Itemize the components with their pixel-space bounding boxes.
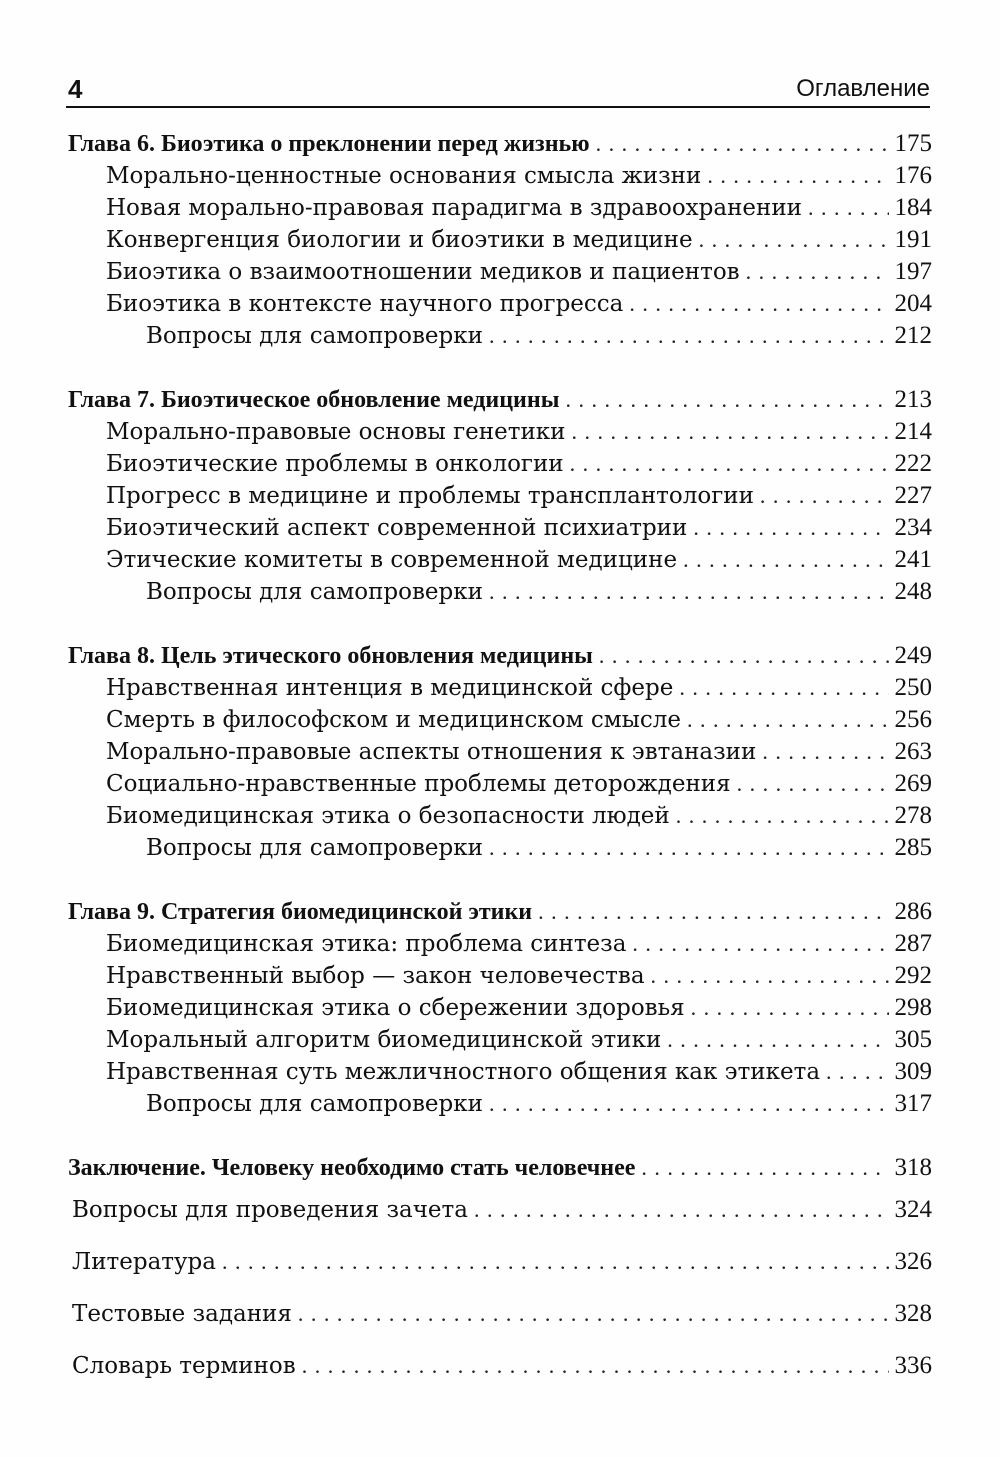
toc-back-matter-item[interactable] xyxy=(66,1184,932,1236)
leader-dots xyxy=(808,192,889,224)
leader-dots xyxy=(667,1024,888,1056)
toc-page-number: 249 xyxy=(894,642,932,669)
toc-page-number: 278 xyxy=(894,802,932,829)
toc-section-title: Биомедицинская этика: проблема синтеза xyxy=(106,931,627,957)
toc-page-number: 176 xyxy=(894,162,932,189)
leader-dots xyxy=(651,960,889,992)
toc-page-number: 241 xyxy=(894,546,932,573)
leader-dots xyxy=(474,1184,889,1236)
toc-section-title: Нравственная суть межличностного общения как этикета xyxy=(106,1059,821,1085)
toc-page-number: 292 xyxy=(894,962,932,989)
toc-conclusion[interactable] xyxy=(66,1152,932,1184)
toc-section[interactable] xyxy=(66,800,932,832)
toc-section[interactable] xyxy=(66,928,932,960)
toc-page-number: 204 xyxy=(894,290,932,317)
toc-page-number: 197 xyxy=(894,258,932,285)
leader-dots xyxy=(737,768,889,800)
toc-section[interactable] xyxy=(66,224,932,256)
leader-dots xyxy=(596,128,889,160)
toc-back-matter-title: Тестовые задания xyxy=(72,1301,292,1327)
leader-dots xyxy=(683,544,888,576)
toc-chapter[interactable] xyxy=(66,384,932,416)
toc-section[interactable] xyxy=(66,992,932,1024)
leader-dots xyxy=(298,1288,889,1340)
toc-section-title: Нравственная интенция в медицинской сфере xyxy=(106,675,674,701)
spacer xyxy=(66,352,932,384)
toc-chapter[interactable] xyxy=(66,896,932,928)
toc-section[interactable] xyxy=(66,448,932,480)
toc-section[interactable] xyxy=(66,768,932,800)
toc-chapter-title: Глава 9. Стратегия биомедицинской этики xyxy=(68,899,533,925)
toc-back-matter-item[interactable] xyxy=(66,1288,932,1340)
leader-dots xyxy=(565,384,888,416)
toc-section[interactable] xyxy=(66,736,932,768)
spacer xyxy=(66,864,932,896)
toc-section[interactable] xyxy=(66,480,932,512)
spacer xyxy=(66,608,932,640)
toc-section-title: Морально-правовые аспекты отношения к эвтаназии xyxy=(106,739,757,765)
leader-dots xyxy=(641,1152,888,1184)
leader-dots xyxy=(693,512,888,544)
toc-section[interactable] xyxy=(66,704,932,736)
toc-section[interactable] xyxy=(66,512,932,544)
toc-questions-title: Вопросы для самопроверки xyxy=(146,579,483,605)
toc-page-number: 324 xyxy=(894,1196,932,1223)
leader-dots xyxy=(826,1056,888,1088)
toc-page-number: 269 xyxy=(894,770,932,797)
leader-dots xyxy=(571,416,888,448)
leader-dots xyxy=(691,992,889,1024)
toc-page-number: 227 xyxy=(894,482,932,509)
toc-back-matter-title: Вопросы для проведения зачета xyxy=(72,1197,468,1223)
toc-page-number: 250 xyxy=(894,674,932,701)
toc-section-title: Биомедицинская этика о безопасности людей xyxy=(106,803,670,829)
toc-chapter-title: Глава 8. Цель этического обновления медицины xyxy=(68,643,593,669)
leader-dots xyxy=(762,736,888,768)
toc-section[interactable] xyxy=(66,416,932,448)
toc-section-title: Биоэтический аспект современной психиатрии xyxy=(106,515,688,541)
toc-section[interactable] xyxy=(66,288,932,320)
spacer xyxy=(66,1120,932,1152)
toc-back-matter-title: Словарь терминов xyxy=(72,1353,296,1379)
leader-dots xyxy=(699,224,889,256)
toc-back-matter-item[interactable] xyxy=(66,1340,932,1392)
toc-section-title: Морально-правовые основы генетики xyxy=(106,419,566,445)
toc-back-matter-title: Литература xyxy=(72,1249,216,1275)
toc-section-title: Морально-ценностные основания смысла жизни xyxy=(106,163,702,189)
toc-page-number: 318 xyxy=(894,1154,932,1181)
toc-back-matter-item[interactable] xyxy=(66,1236,932,1288)
toc-section-title: Нравственный выбор — закон человечества xyxy=(106,963,645,989)
leader-dots xyxy=(538,896,888,928)
toc-page-number: 234 xyxy=(894,514,932,541)
leader-dots xyxy=(676,800,889,832)
leader-dots xyxy=(707,160,888,192)
toc-section[interactable] xyxy=(66,1024,932,1056)
toc-chapter[interactable] xyxy=(66,640,932,672)
toc-page-number: 214 xyxy=(894,418,932,445)
toc-page-number: 175 xyxy=(894,130,932,157)
leader-dots xyxy=(489,832,889,864)
toc-page-number: 222 xyxy=(894,450,932,477)
toc-section[interactable] xyxy=(66,256,932,288)
toc-page-number: 298 xyxy=(894,994,932,1021)
toc-page-number: 263 xyxy=(894,738,932,765)
toc-section-title: Биоэтические проблемы в онкологии xyxy=(106,451,564,477)
toc-page-number: 248 xyxy=(894,578,932,605)
toc-chapter-title: Глава 7. Биоэтическое обновление медицины xyxy=(68,387,560,413)
page-number: 4 xyxy=(68,74,83,104)
leader-dots xyxy=(687,704,888,736)
toc-questions[interactable] xyxy=(66,320,932,352)
toc-page-number: 287 xyxy=(894,930,932,957)
toc-page-number: 309 xyxy=(894,1058,932,1085)
toc-section-title: Этические комитеты в современной медицине xyxy=(106,547,678,573)
leader-dots xyxy=(489,1088,889,1120)
toc-questions[interactable] xyxy=(66,1088,932,1120)
leader-dots xyxy=(599,640,889,672)
toc-page-number: 285 xyxy=(894,834,932,861)
toc-section-title: Биоэтика в контексте научного прогресса xyxy=(106,291,624,317)
toc-section[interactable] xyxy=(66,160,932,192)
leader-dots xyxy=(489,320,889,352)
leader-dots xyxy=(679,672,888,704)
table-of-contents xyxy=(66,128,932,1392)
leader-dots xyxy=(746,256,889,288)
toc-page-number: 328 xyxy=(894,1300,932,1327)
toc-section[interactable] xyxy=(66,960,932,992)
toc-page-number: 305 xyxy=(894,1026,932,1053)
running-head: Оглавление xyxy=(796,75,930,102)
leader-dots xyxy=(632,928,888,960)
leader-dots xyxy=(570,448,889,480)
toc-page-number: 317 xyxy=(894,1090,932,1117)
toc-page-number: 212 xyxy=(894,322,932,349)
toc-chapter[interactable] xyxy=(66,128,932,160)
toc-section[interactable] xyxy=(66,1056,932,1088)
toc-questions-title: Вопросы для самопроверки xyxy=(146,1091,483,1117)
toc-questions[interactable] xyxy=(66,832,932,864)
toc-conclusion-title: Заключение. Человеку необходимо стать человечнее xyxy=(68,1155,636,1181)
leader-dots xyxy=(489,576,889,608)
toc-section-title: Новая морально-правовая парадигма в здравоохранении xyxy=(106,195,802,221)
leader-dots xyxy=(302,1340,889,1392)
toc-section-title: Прогресс в медицине и проблемы трансплантологии xyxy=(106,483,754,509)
toc-section-title: Конвергенция биологии и биоэтики в медицине xyxy=(106,227,693,253)
toc-questions-title: Вопросы для самопроверки xyxy=(146,323,483,349)
toc-questions-title: Вопросы для самопроверки xyxy=(146,835,483,861)
toc-section[interactable] xyxy=(66,544,932,576)
toc-page-number: 286 xyxy=(894,898,932,925)
toc-page-number: 336 xyxy=(894,1352,932,1379)
toc-page-number: 191 xyxy=(894,226,932,253)
toc-chapter-title: Глава 6. Биоэтика о преклонении перед жизнью xyxy=(68,131,590,157)
toc-questions[interactable] xyxy=(66,576,932,608)
toc-page-number: 326 xyxy=(894,1248,932,1275)
leader-dots xyxy=(760,480,889,512)
toc-section-title: Социально-нравственные проблемы деторождения xyxy=(106,771,731,797)
toc-page-number: 213 xyxy=(894,386,932,413)
toc-section[interactable] xyxy=(66,192,932,224)
toc-section[interactable] xyxy=(66,672,932,704)
toc-section-title: Биомедицинская этика о сбережении здоровья xyxy=(106,995,685,1021)
toc-page-number: 256 xyxy=(894,706,932,733)
page-header xyxy=(66,72,930,108)
leader-dots xyxy=(222,1236,889,1288)
toc-section-title: Смерть в философском и медицинском смысле xyxy=(106,707,682,733)
toc-section-title: Биоэтика о взаимоотношении медиков и пациентов xyxy=(106,259,740,285)
toc-page-number: 184 xyxy=(894,194,932,221)
toc-section-title: Моральный алгоритм биомедицинской этики xyxy=(106,1027,662,1053)
leader-dots xyxy=(629,288,888,320)
